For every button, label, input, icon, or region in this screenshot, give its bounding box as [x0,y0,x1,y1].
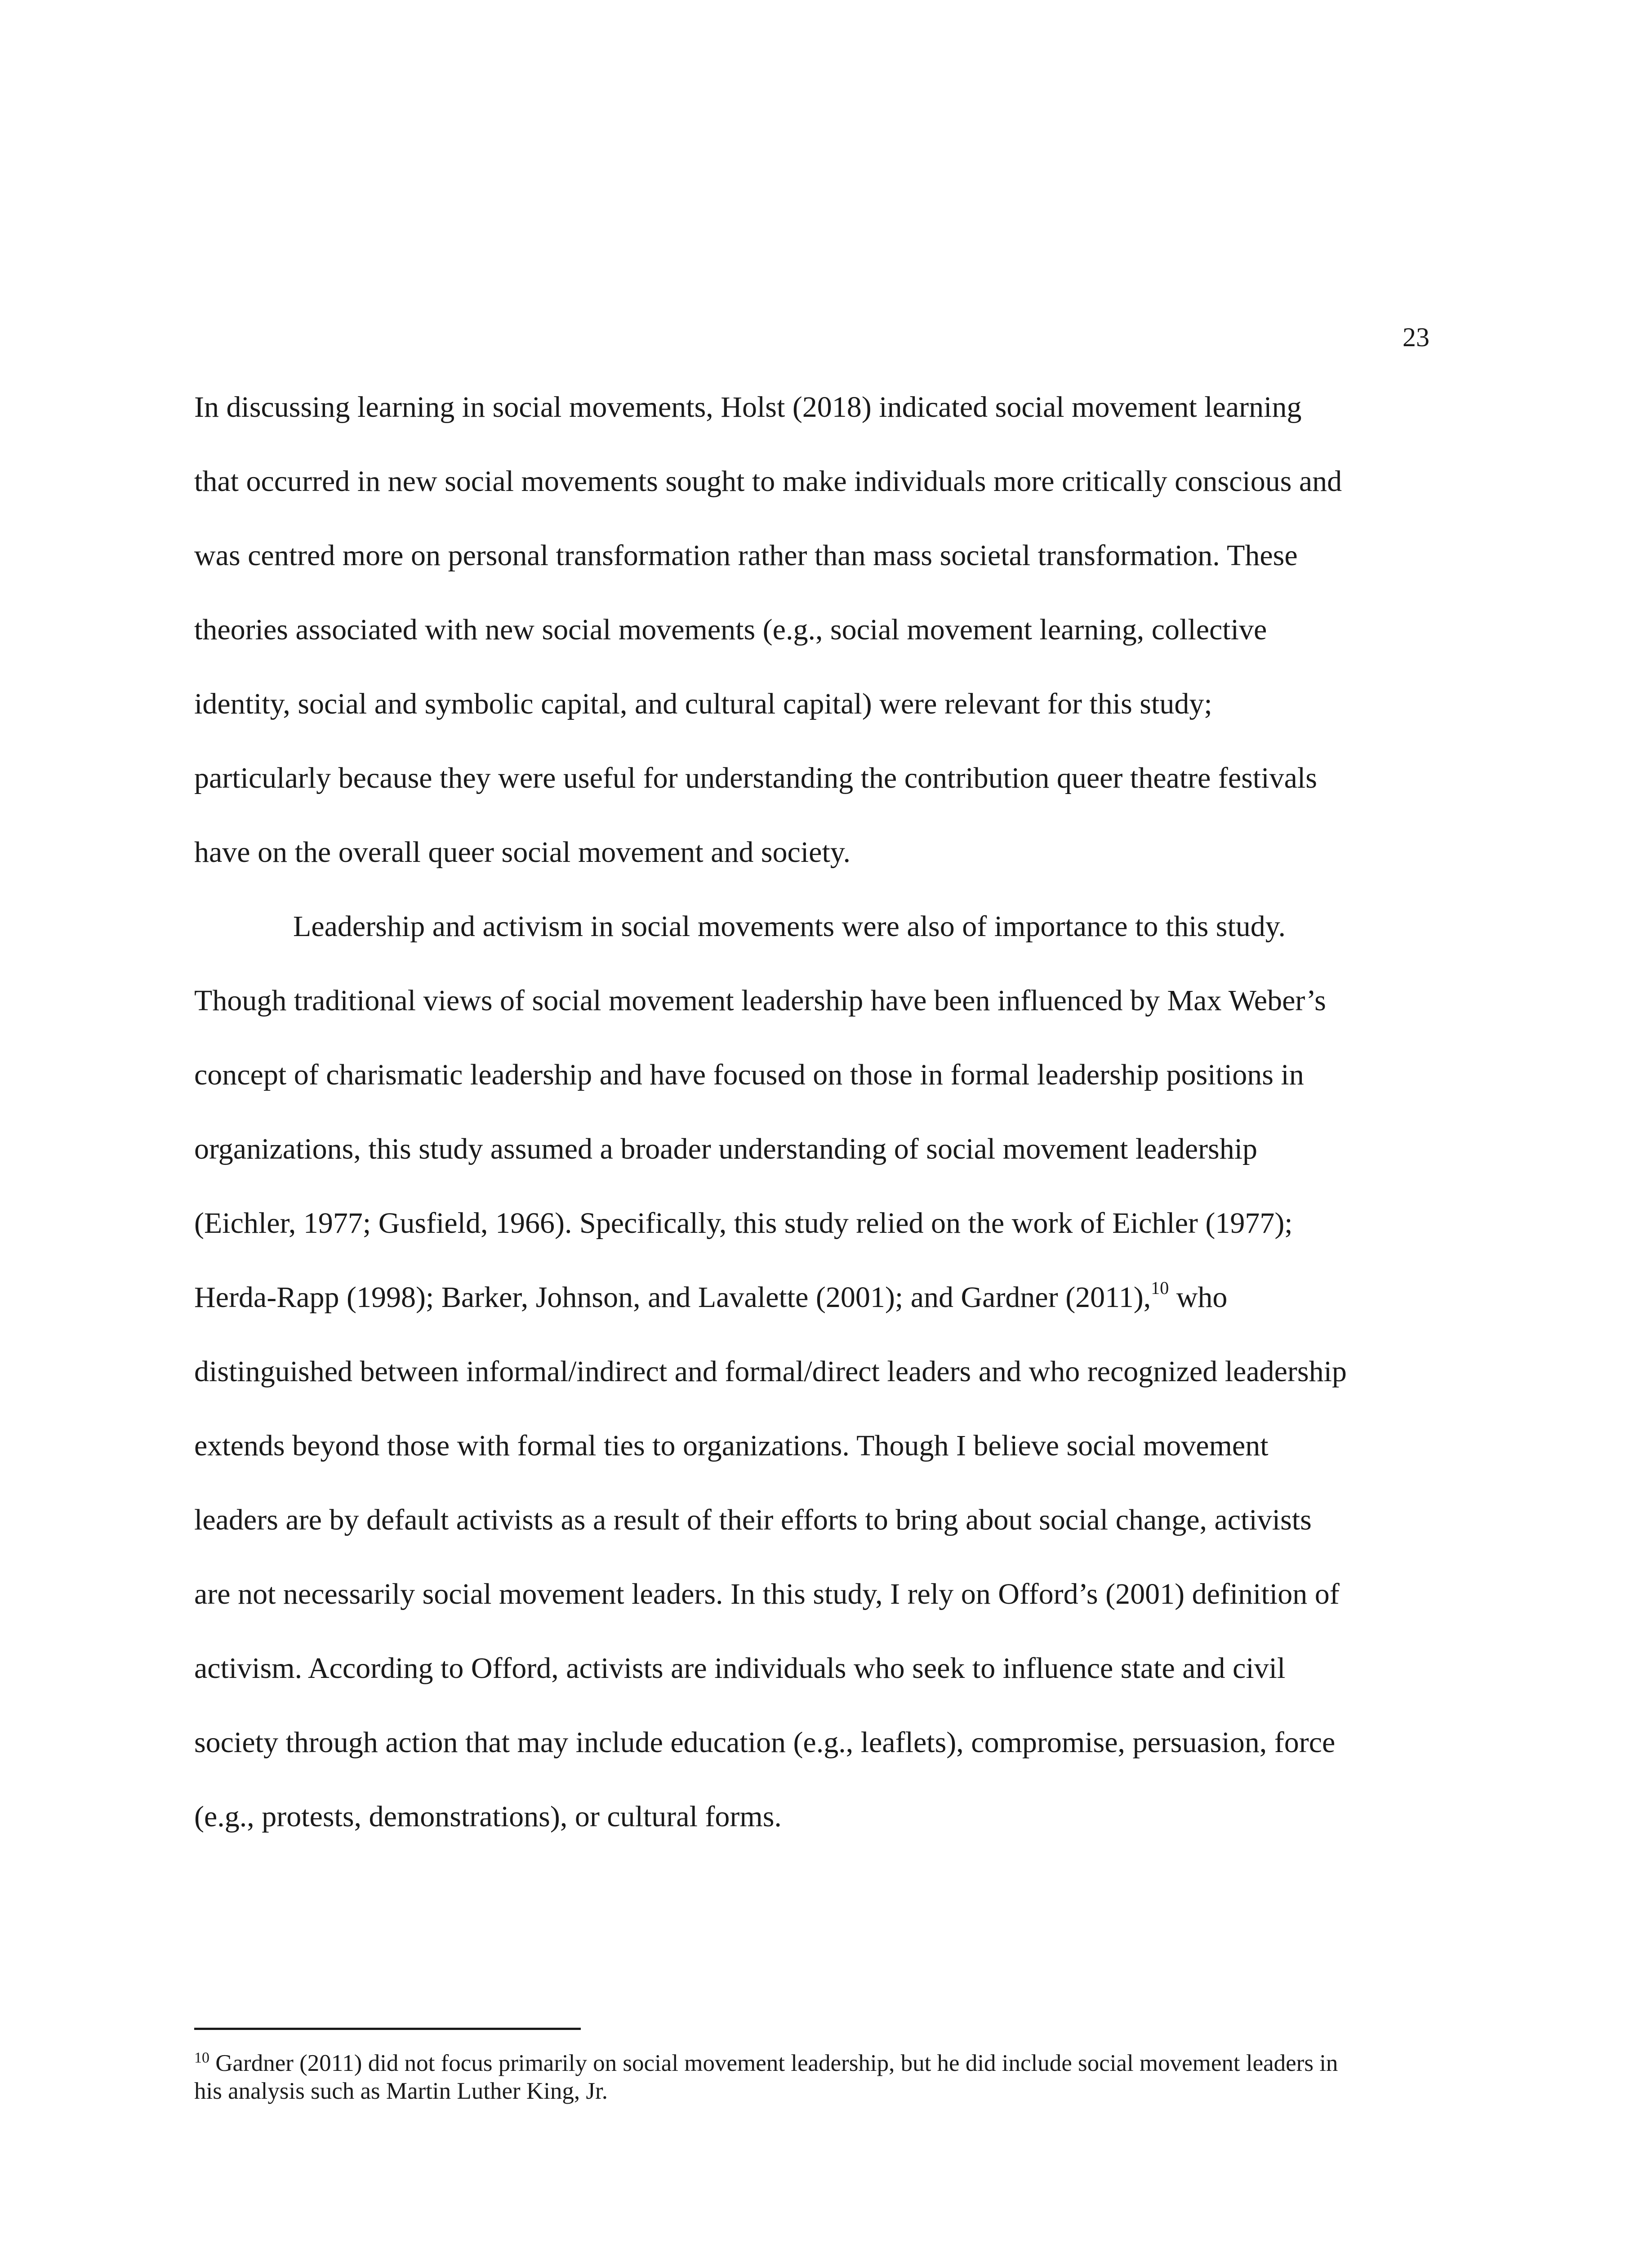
footnote-line-2: his analysis such as Martin Luther King, Jr. [194,2078,608,2104]
paragraph-2-line-3: concept of charismatic leadership and have focused on those in formal leadership positions in [194,1058,1304,1091]
paragraph-2-line-12: society through action that may include education (e.g., leaflets), compromise, persuasion, force [194,1726,1336,1759]
paragraph-1-line-2: that occurred in new social movements sought to make individuals more critically conscious and [194,465,1342,498]
paragraph-2-line-6-tail: who [1169,1281,1228,1314]
paragraph-2-line-6-text: Herda-Rapp (1998); Barker, Johnson, and Lavalette (2001); and Gardner (2011), [194,1281,1151,1314]
footnote-reference[interactable]: 10 [1151,1278,1169,1298]
paragraph-1-line-3: was centred more on personal transformation rather than mass societal transformation. These [194,539,1298,572]
paragraph-2-line-11: activism. According to Offord, activists are individuals who seek to influence state and civil [194,1652,1286,1685]
footnote-marker: 10 [194,2049,209,2066]
page-number: 23 [1403,322,1429,352]
paragraph-2-line-1: Leadership and activism in social movements were also of importance to this study. [293,910,1286,943]
paragraph-2-line-6 [194,1260,1457,1334]
body-text [194,370,1457,1854]
paragraph-1-line-4: theories associated with new social movements (e.g., social movement learning, collective [194,613,1267,646]
footnote [194,2049,1462,2105]
paragraph-1-line-6: particularly because they were useful for understanding the contribution queer theatre festivals [194,762,1317,794]
paragraph-2-line-7: distinguished between informal/indirect and formal/direct leaders and who recognized leadership [194,1355,1347,1388]
paragraph-2-line-13: (e.g., protests, demonstrations), or cultural forms. [194,1800,782,1833]
paragraph-1-line-7: have on the overall queer social movement and society. [194,836,851,869]
paragraph-2-line-10: are not necessarily social movement leaders. In this study, I rely on Offord’s (2001) definition of [194,1578,1340,1610]
paragraph-2-line-2: Though traditional views of social movement leadership have been influenced by Max Weber’s [194,984,1326,1017]
footnote-separator [194,2028,581,2030]
paragraph-2-line-4: organizations, this study assumed a broader understanding of social movement leadership [194,1133,1258,1165]
paragraph-2-line-8: extends beyond those with formal ties to organizations. Though I believe social movement [194,1429,1269,1462]
footnote-line-1 [194,2049,1462,2077]
footnote-line-1-text: Gardner (2011) did not focus primarily on social movement leadership, but he did include social movement leaders in [209,2050,1338,2076]
paragraph-2-line-5: (Eichler, 1977; Gusfield, 1966). Specifically, this study relied on the work of Eichler (1977); [194,1207,1293,1240]
paragraph-1-line-5: identity, social and symbolic capital, and cultural capital) were relevant for this study; [194,687,1212,720]
paragraph-1-line-1: In discussing learning in social movements, Holst (2018) indicated social movement learning [194,391,1302,424]
paragraph-2-line-9: leaders are by default activists as a result of their efforts to bring about social change, activists [194,1503,1312,1536]
